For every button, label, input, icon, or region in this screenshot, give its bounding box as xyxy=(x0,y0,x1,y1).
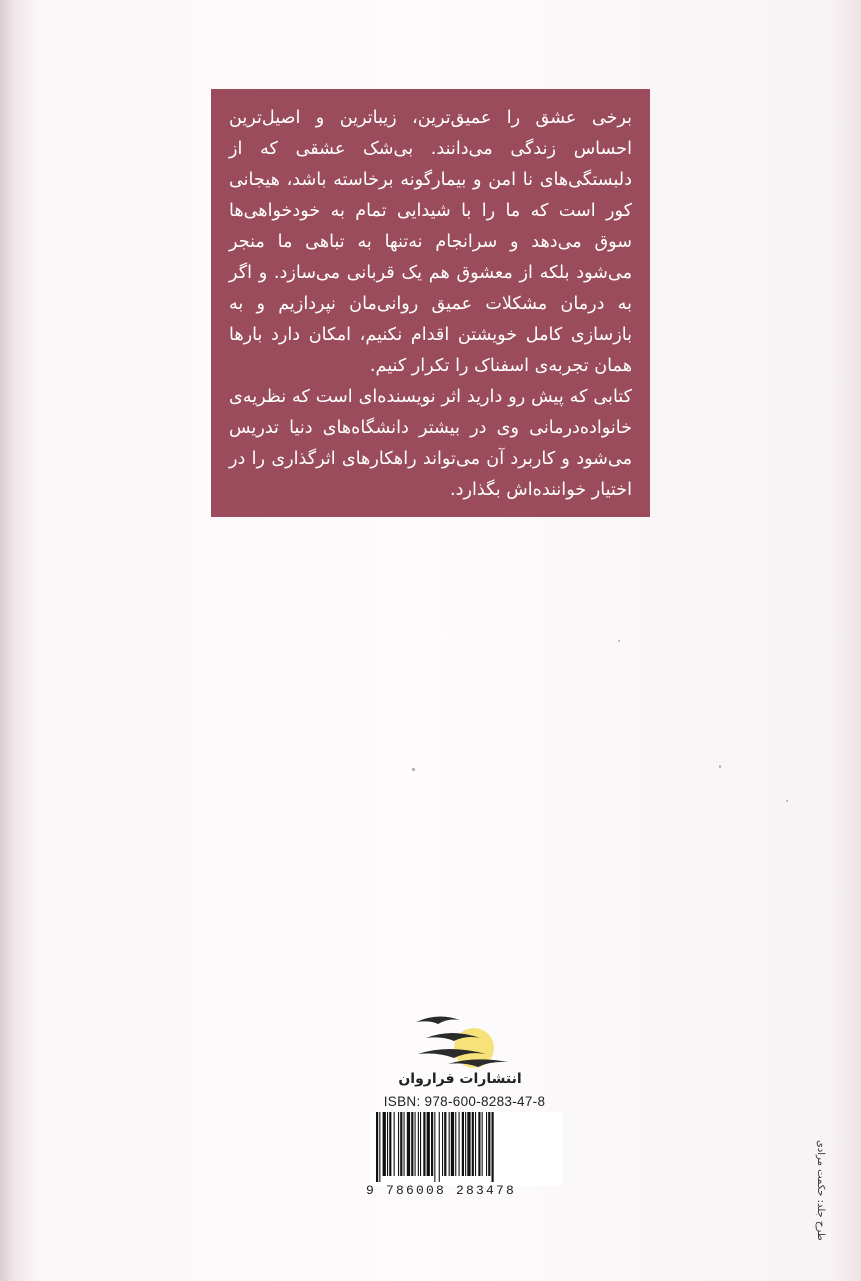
barcode-bar xyxy=(444,1112,446,1176)
barcode-bar xyxy=(451,1112,454,1176)
barcode-bar xyxy=(472,1112,474,1176)
blurb-paragraph-1: برخی عشق را عمیق‌ترین، زیباترین و اصیل‌ترین احساس زندگی می‌دانند. بی‌شک عشقی که از دلبستگی‌های نا امن و بیمارگونه برخاسته باشد، هیجانی کور است که ما را با شیدایی تمام به خودخواهی‌ها سوق می‌دهد و سرانجام نه‌تنها به تباهی ما منجر می‌شود بلکه از معشوق هم یک قربانی می‌سازد. و اگر به درمان مشکلات عمیق روانی‌مان نپردازیم و به بازسازی کامل خویشتن اقدام نکنیم، امکان دارد بارها همان تجربه‌ی اسفناک را تکرار کنیم. xyxy=(229,108,632,376)
bird-icon xyxy=(448,1059,508,1067)
barcode-bar xyxy=(455,1112,456,1176)
barcode-bar xyxy=(465,1112,466,1176)
barcode-bar xyxy=(389,1112,391,1176)
barcode-bar xyxy=(400,1112,402,1176)
barcode-bar xyxy=(475,1112,476,1176)
blurb-box xyxy=(211,89,650,517)
barcode-bar xyxy=(486,1112,487,1176)
barcode-bar xyxy=(467,1112,470,1176)
barcode-bar xyxy=(418,1112,419,1176)
barcode-bar xyxy=(434,1112,435,1182)
barcode-bar xyxy=(411,1112,413,1176)
barcode-bar xyxy=(442,1112,443,1176)
barcode-bar xyxy=(488,1112,490,1176)
barcode-bar xyxy=(398,1112,399,1176)
blurb-paragraph-2: کتابی که پیش رو دارید اثر نویسنده‌ای است که نظریه‌ی خانواده‌درمانی وی در بیشتر دانشگاه‌های دنیا تدریس می‌شود و کاربرد آن می‌تواند راهکارهای اثرگذاری را در اختیار خواننده‌اش بگذارد. xyxy=(229,387,632,500)
cover-designer-credit: طرح جلد: حکمت مرادی xyxy=(815,1140,826,1241)
barcode-bar xyxy=(439,1112,440,1182)
barcode-bar xyxy=(394,1112,395,1176)
bird-icon xyxy=(416,1016,460,1024)
barcode-bar xyxy=(431,1112,433,1176)
barcode-bar xyxy=(407,1112,410,1176)
barcode-digits: 9 786008 283478 xyxy=(366,1183,517,1198)
barcode-bar xyxy=(459,1112,460,1176)
barcode-bar xyxy=(383,1112,386,1176)
paper-speck xyxy=(412,768,415,771)
barcode-bar xyxy=(387,1112,388,1176)
barcode-bar xyxy=(462,1112,464,1176)
barcode-bar xyxy=(478,1112,480,1176)
paper-speck xyxy=(786,800,788,802)
barcode-bar xyxy=(379,1112,380,1182)
paper-speck xyxy=(719,765,721,768)
blurb-text xyxy=(229,103,632,506)
barcode-bar xyxy=(415,1112,416,1176)
isbn-label: ISBN: 978-600-8283-47-8 xyxy=(383,1094,546,1109)
paper-speck xyxy=(618,640,620,642)
barcode-bar xyxy=(482,1112,483,1176)
barcode-bar xyxy=(423,1112,425,1176)
barcode-bar xyxy=(492,1112,494,1182)
barcode-bar xyxy=(420,1112,421,1176)
publisher-name: انتشارات فراروان xyxy=(398,1071,522,1087)
barcode xyxy=(370,1112,562,1186)
flying-birds-sun-logo xyxy=(408,1008,518,1070)
barcode-bars xyxy=(374,1112,558,1182)
barcode-bar xyxy=(376,1112,378,1182)
barcode-bar xyxy=(427,1112,430,1176)
barcode-bar xyxy=(449,1112,450,1176)
spine-edge xyxy=(0,0,14,1281)
barcode-bar xyxy=(404,1112,405,1176)
